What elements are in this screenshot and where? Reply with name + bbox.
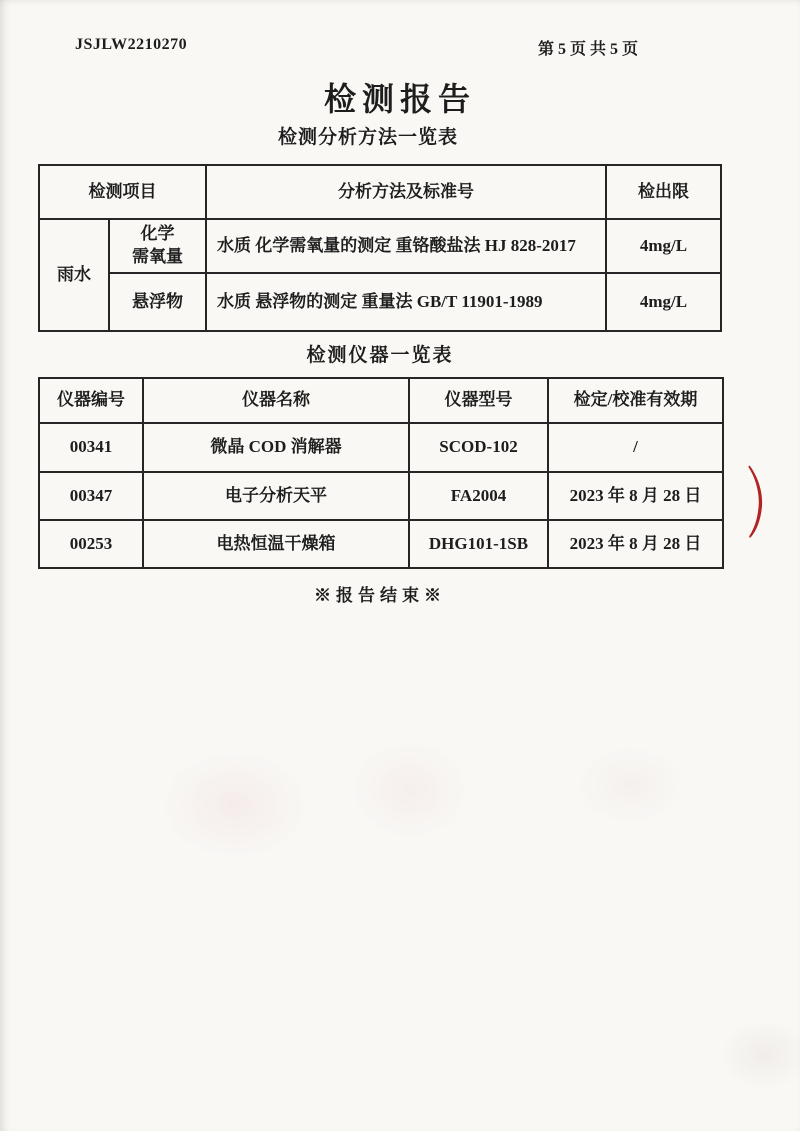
instruments-header-validity: 检定/校准有效期 — [548, 378, 723, 423]
end-note: ※报告结束※ — [314, 586, 446, 605]
methods-header-item: 检测项目 — [39, 165, 206, 219]
instrument-name-cell: 微晶 COD 消解器 — [143, 423, 409, 472]
limit-cell: 4mg/L — [606, 273, 721, 331]
table-row — [39, 423, 723, 472]
instruments-table-caption: 检测仪器一览表 — [306, 345, 454, 366]
instrument-name-cell: 电子分析天平 — [143, 472, 409, 520]
parameter-line: 化学 — [140, 224, 175, 244]
table-row — [39, 520, 723, 568]
methods-header-row — [39, 165, 721, 219]
instrument-model-cell: SCOD-102 — [409, 423, 548, 472]
report-title: 检测报告 — [323, 81, 476, 117]
calibration-validity-cell: / — [548, 423, 723, 472]
red-pen-stroke — [749, 466, 763, 538]
red-pen-mark — [746, 465, 768, 539]
instrument-id-cell: 00341 — [39, 423, 143, 472]
methods-table-caption: 检测分析方法一览表 — [277, 127, 458, 148]
parameter-cell: 悬浮物 — [109, 273, 206, 331]
table-row — [39, 219, 721, 273]
instruments-table — [38, 377, 724, 569]
limit-cell: 4mg/L — [606, 219, 721, 273]
parameter-cell — [109, 219, 206, 273]
scan-smudge — [350, 740, 470, 840]
scan-smudge — [720, 1020, 800, 1090]
scan-smudge — [160, 750, 310, 860]
methods-header-limit: 检出限 — [606, 165, 721, 219]
instrument-name-cell: 电热恒温干燥箱 — [143, 520, 409, 568]
page-indicator: 第 5 页 共 5 页 — [538, 41, 639, 58]
sample-type-cell: 雨水 — [39, 219, 109, 331]
method-cell: 水质 化学需氧量的测定 重铬酸盐法 HJ 828-2017 — [206, 219, 606, 273]
methods-table — [38, 164, 722, 332]
calibration-validity-cell: 2023 年 8 月 28 日 — [548, 472, 723, 520]
instrument-id-cell: 00347 — [39, 472, 143, 520]
parameter-line: 需氧量 — [132, 247, 183, 266]
instruments-header-id: 仪器编号 — [39, 378, 143, 423]
calibration-validity-cell: 2023 年 8 月 28 日 — [548, 520, 723, 568]
instrument-model-cell: FA2004 — [409, 472, 548, 520]
scan-smudge — [575, 745, 685, 825]
table-row — [39, 273, 721, 331]
method-cell: 水质 悬浮物的测定 重量法 GB/T 11901-1989 — [206, 273, 606, 331]
instrument-model-cell: DHG101-1SB — [409, 520, 548, 568]
instrument-id-cell: 00253 — [39, 520, 143, 568]
instruments-header-row — [39, 378, 723, 423]
instruments-header-model: 仪器型号 — [409, 378, 548, 423]
methods-header-method: 分析方法及标准号 — [206, 165, 606, 219]
instruments-header-name: 仪器名称 — [143, 378, 409, 423]
doc-number: JSJLW2210270 — [75, 36, 188, 53]
table-row — [39, 472, 723, 520]
